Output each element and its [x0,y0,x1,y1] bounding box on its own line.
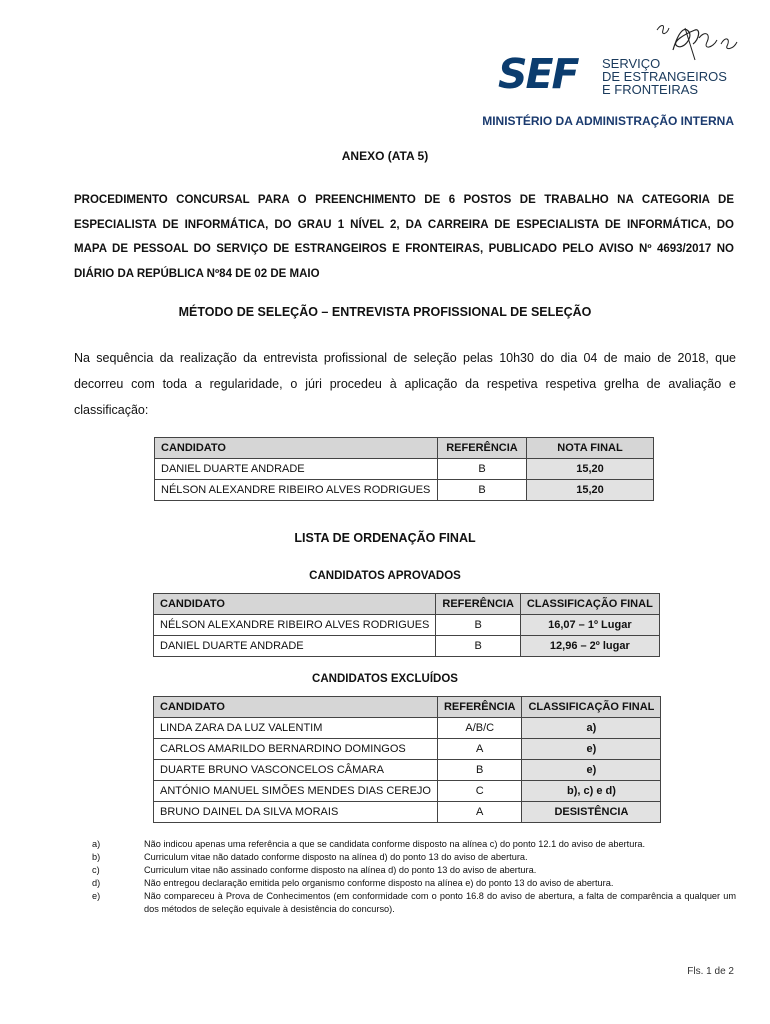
table-row [154,802,661,823]
interview-table [154,437,654,501]
table-row [154,739,661,760]
final-list-title: LISTA DE ORDENAÇÃO FINAL [294,531,476,545]
ministry-name: MINISTÉRIO DA ADMINISTRAÇÃO INTERNA [482,114,734,128]
procedure-title [74,188,734,286]
intro-line: Na sequência da realização da entrevista profissional de seleção pelas 10h30 do dia 04 de maio de 2018, que [74,351,736,365]
intro-paragraph [74,345,736,423]
reference: A [437,802,522,823]
column-header: REFERÊNCIA [437,697,522,718]
candidate-name: BRUNO DAINEL DA SILVA MORAIS [154,802,438,823]
table-header-row [154,697,661,718]
table-row [155,480,654,501]
column-header: CANDIDATO [155,438,438,459]
final-classification: 16,07 – 1º Lugar [520,615,659,636]
intro-line: classificação: [74,403,149,417]
logo-line: DE ESTRANGEIROS [602,69,727,84]
table-row [155,459,654,480]
final-classification: a) [522,718,661,739]
final-grade: 15,20 [527,480,654,501]
table-row [154,781,661,802]
reference: A/B/C [437,718,522,739]
footnote-letter: c) [92,865,100,875]
approved-table [153,593,660,657]
procedure-line: MAPA DE PESSOAL DO SERVIÇO DE ESTRANGEIROS E FRONTEIRAS, PUBLICADO PELO AVISO Nº 4693/2017 NO [74,243,734,255]
footnote-letter: b) [92,852,101,862]
candidate-name: DANIEL DUARTE ANDRADE [154,636,436,657]
reference: B [438,459,527,480]
footnote-letter: d) [92,878,101,888]
procedure-line: PROCEDIMENTO CONCURSAL PARA O PREENCHIMENTO DE 6 POSTOS DE TRABALHO NA CATEGORIA DE [74,194,734,206]
final-classification: DESISTÊNCIA [522,802,661,823]
final-classification: e) [522,760,661,781]
footnote-text: Não indicou apenas uma referência a que se candidata conforme disposto na alínea c) do ponto 12.1 do aviso de abertura. [144,839,646,849]
candidate-name: NÉLSON ALEXANDRE RIBEIRO ALVES RODRIGUES [154,615,436,636]
table-header-row [154,594,660,615]
column-header: NOTA FINAL [527,438,654,459]
column-header: CLASSIFICAÇÃO FINAL [520,594,659,615]
candidate-name: ANTÓNIO MANUEL SIMÕES MENDES DIAS CEREJO [154,781,438,802]
footnote [92,851,736,864]
reference: A [437,739,522,760]
table-header-row [155,438,654,459]
reference: B [437,760,522,781]
procedure-line: ESPECIALISTA DE INFORMÁTICA, DO GRAU 1 NÍVEL 2, DA CARREIRA DE ESPECIALISTA DE INFORMÁTICA, DO [74,218,734,231]
candidate-name: NÉLSON ALEXANDRE RIBEIRO ALVES RODRIGUES [155,480,438,501]
table-row [154,718,661,739]
reference: B [436,615,521,636]
candidate-name: DUARTE BRUNO VASCONCELOS CÂMARA [154,760,438,781]
candidate-name: DANIEL DUARTE ANDRADE [155,459,438,480]
sef-logo [498,52,738,100]
intro-line: decorreu com toda a regularidade, o júri procedeu à aplicação da respetiva respetiva grelha de avaliação e [74,377,736,391]
footnote [92,838,736,851]
footnote [92,877,736,890]
column-header: REFERÊNCIA [438,438,527,459]
footnotes [92,838,736,916]
final-classification: e) [522,739,661,760]
reference: B [436,636,521,657]
footnote-text: Não entregou declaração emitida pelo organismo conforme disposto na alínea e) do ponto 13 do aviso de abertura. [144,878,614,888]
procedure-line: DIÁRIO DA REPÚBLICA Nº84 DE 02 DE MAIO [74,267,320,280]
logo-name [602,57,742,96]
candidate-name: LINDA ZARA DA LUZ VALENTIM [154,718,438,739]
page-number: Fls. 1 de 2 [687,966,734,977]
footnote-letter: e) [92,891,101,901]
method-title: MÉTODO DE SELEÇÃO – ENTREVISTA PROFISSIONAL DE SELEÇÃO [178,305,592,319]
logo-abbrev: SEF [498,50,578,98]
column-header: CANDIDATO [154,697,438,718]
column-header: CLASSIFICAÇÃO FINAL [522,697,661,718]
reference: B [438,480,527,501]
footnote [92,890,736,916]
final-classification: b), c) e d) [522,781,661,802]
footnote-text: Não compareceu à Prova de Conhecimentos (em conformidade com o ponto 16.8 do aviso de abertura, a falta de comparência a qualquer um dos métodos de seleção equivale à desistência do concurso). [144,891,736,914]
final-grade: 15,20 [527,459,654,480]
annex-title: ANEXO (ATA 5) [341,149,429,163]
reference: C [437,781,522,802]
table-row [154,615,660,636]
final-classification: 12,96 – 2º lugar [520,636,659,657]
excluded-table [153,696,661,823]
logo-line: SERVIÇO [602,56,661,71]
footnote-letter: a) [92,839,101,849]
footnote-text: Curriculum vitae não datado conforme disposto na alínea d) do ponto 13 do aviso de abertura. [144,852,528,862]
logo-line: E FRONTEIRAS [602,82,699,97]
column-header: REFERÊNCIA [436,594,521,615]
table-row [154,760,661,781]
excluded-title: CANDIDATOS EXCLUÍDOS [312,673,458,685]
candidate-name: CARLOS AMARILDO BERNARDINO DOMINGOS [154,739,438,760]
footnote [92,864,736,877]
table-row [154,636,660,657]
column-header: CANDIDATO [154,594,436,615]
approved-title: CANDIDATOS APROVADOS [309,570,461,582]
footnote-text: Curriculum vitae não assinado conforme disposto na alínea d) do ponto 13 do aviso de abertura. [144,865,537,875]
